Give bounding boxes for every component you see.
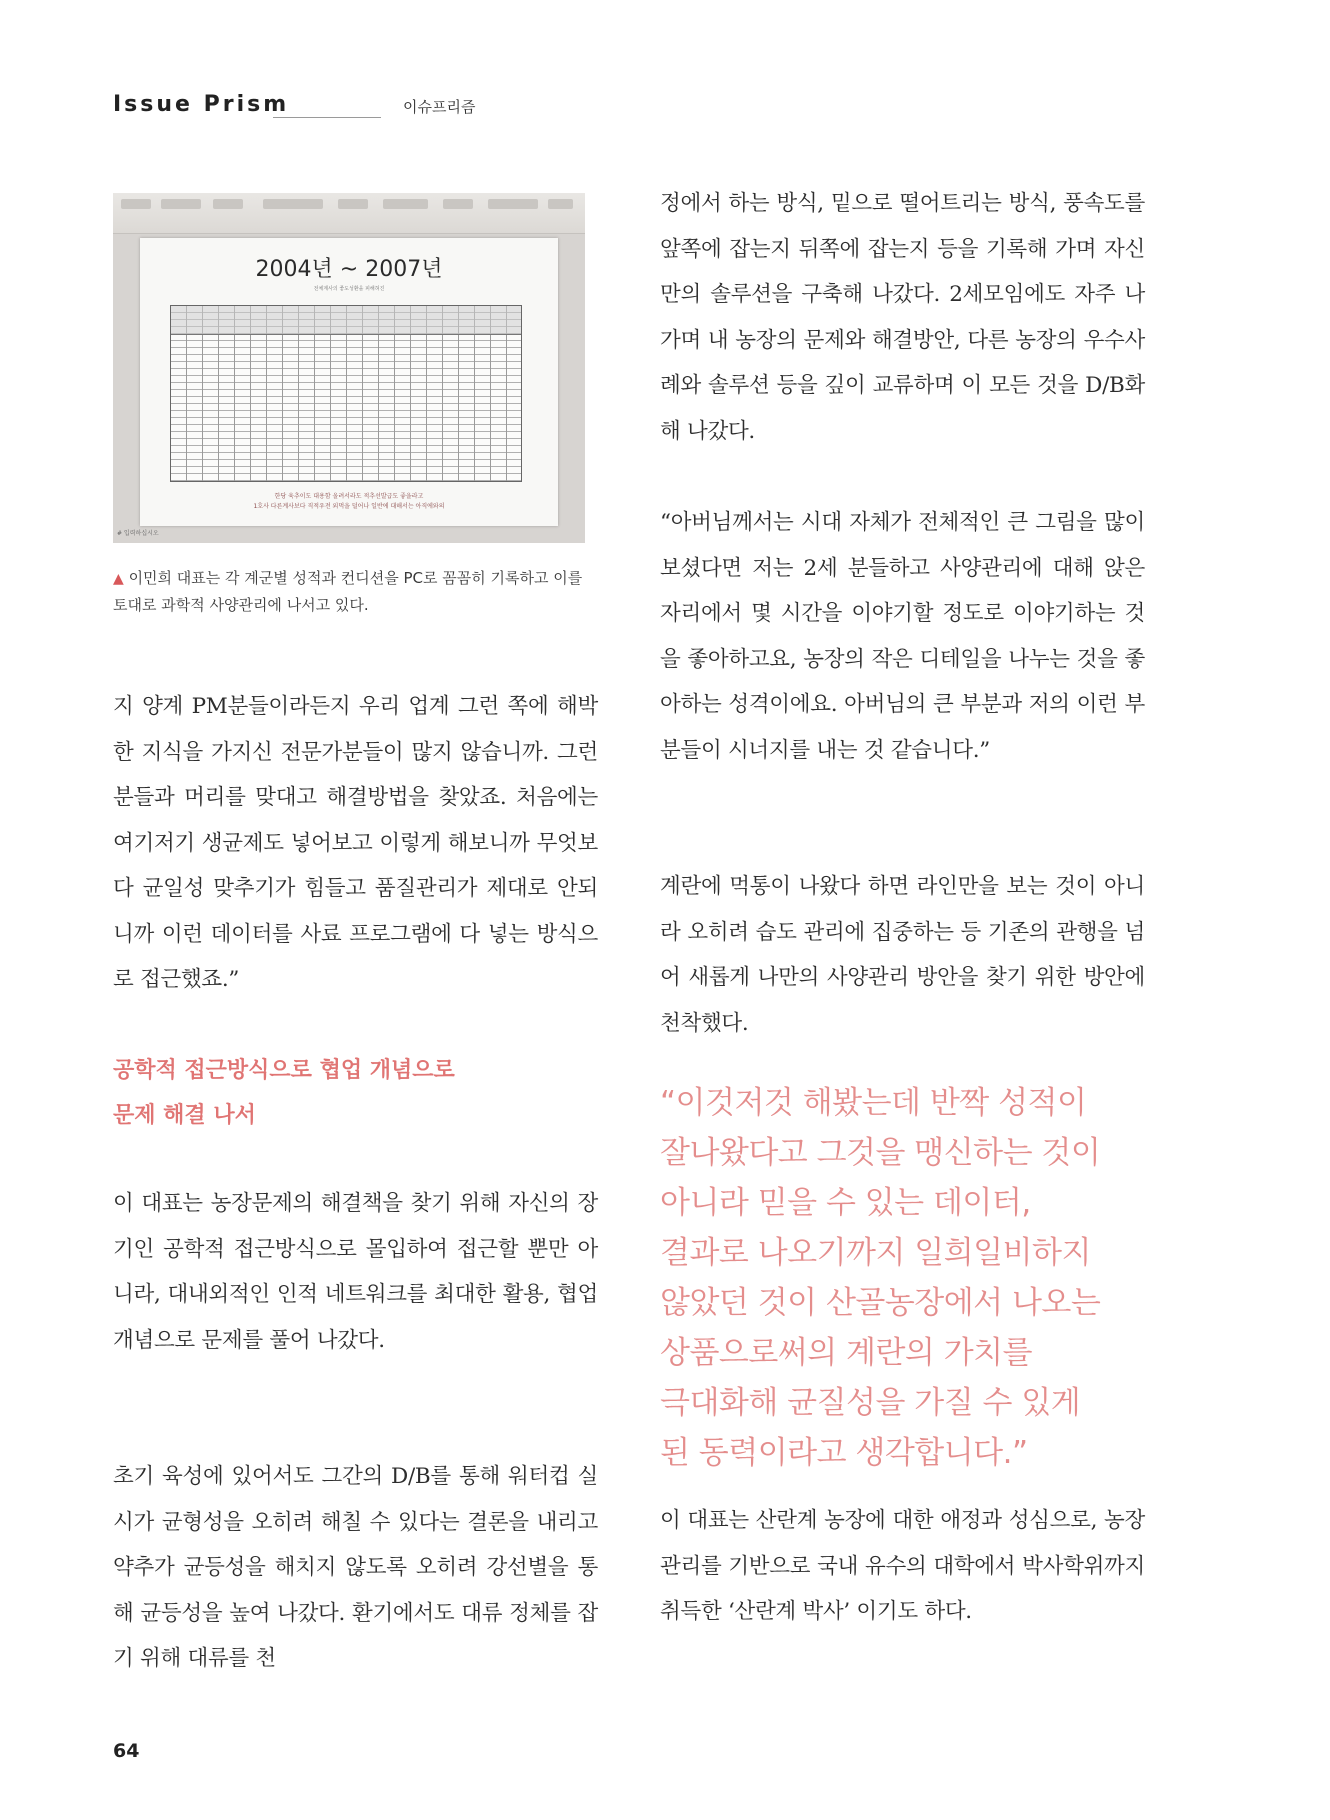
right-column-quote-para (660, 500, 1145, 773)
page-number: 64 (113, 1740, 140, 1762)
pull-quote-line: “이것저것 해봤는데 반짝 성적이 (660, 1085, 1087, 1121)
left-paragraph-1: 지 양계 PM분들이라든지 우리 업계 그런 쪽에 해박한 지식을 가지신 전문가분들이 많지 않습니까. 그런분들과 머리를 맞대고 해결방법을 찾았죠. 처음에는 여기저기 생균제도 넣어보고 이렇게 해보니까 무엇보다 균일성 맞추기가 힘들고 품질관리가 제대로 안되니까 이런 데이터를 사료 프로그램에 다 넣는 방식으로 접근했죠.” (113, 694, 598, 992)
data-grid-header (171, 306, 521, 335)
right-column-mid (660, 864, 1145, 1046)
sheet-title: 2004년 ~ 2007년 (255, 257, 443, 282)
spreadsheet-photo (113, 193, 585, 543)
pull-quote-line: 결과로 나오기까지 일희일비하지 (660, 1235, 1091, 1271)
sheet-footer-line-2: 1호사 다른계사보다 직적우전 외먹을 덜어나 일반에 대해서는 아직에와의 (253, 503, 445, 510)
sheet-footer (140, 492, 558, 512)
left-subhead (113, 1048, 598, 1138)
left-column-mid (113, 1181, 598, 1363)
subhead-line-1: 공학적 접근방식으로 협업 개념으로 (113, 1058, 455, 1083)
sheet-footer-line-1: 한당 육추이도 대용함 올려서라도 적추선발급도 좋을라고 (274, 493, 424, 500)
left-column-top (113, 684, 598, 1003)
subhead-line-2: 문제 해결 나서 (113, 1103, 256, 1128)
pull-quote (660, 1078, 1145, 1478)
left-column-bottom (113, 1454, 598, 1682)
pull-quote-line: 잘나왔다고 그것을 맹신하는 것이 (660, 1135, 1101, 1171)
caption-text: 이민희 대표는 각 계군별 성적과 컨디션을 PC로 꼼꼼히 기록하고 이를 토대로 과학적 사양관리에 나서고 있다. (113, 569, 583, 614)
screen-ribbon (113, 193, 585, 234)
section-name: 이슈프리즘 (403, 98, 476, 116)
pull-quote-line: 않았던 것이 산골농장에서 나오는 (660, 1285, 1101, 1321)
right-paragraph-2: “아버님께서는 시대 자체가 전체적인 큰 그림을 많이 보셨다면 저는 2세 분들하고 사양관리에 대해 앉은 자리에서 몇 시간을 이야기할 정도로 이야기하는 것을 좋아하고요, 농장의 작은 디테일을 나누는 것을 좋아하는 성격이에요. 아버님의 큰 부분과 저의 이런 부분들이 시너지를 내는 것 같습니다.” (660, 510, 1145, 763)
left-paragraph-2: 이 대표는 농장문제의 해결책을 찾기 위해 자신의 장기인 공학적 접근방식으로 몰입하여 접근할 뿐만 아니라, 대내외적인 인적 네트워크를 최대한 활용, 협업 개념으로 문제를 풀어 나갔다. (113, 1191, 598, 1353)
photo-corner-text: # 입력하십시오 (117, 530, 159, 537)
running-header (113, 92, 513, 122)
right-paragraph-4: 이 대표는 산란계 농장에 대한 애정과 성심으로, 농장 관리를 기반으로 국내 유수의 대학에서 박사학위까지 취득한 ‘산란계 박사’ 이기도 하다. (660, 1508, 1145, 1624)
spreadsheet-page (140, 238, 558, 526)
header-rule (273, 117, 381, 118)
photo-caption (113, 565, 593, 618)
data-grid (170, 305, 522, 482)
pull-quote-line: 상품으로써의 계란의 가치를 (660, 1335, 1033, 1371)
pull-quote-line: 아니라 믿을 수 있는 데이터, (660, 1185, 1031, 1221)
right-paragraph-1: 정에서 하는 방식, 밑으로 떨어트리는 방식, 풍속도를 앞쪽에 잡는지 뒤쪽에 잡는지 등을 기록해 가며 자신만의 솔루션을 구축해 나갔다. 2세모임에도 자주 나가며 내 농장의 문제와 해결방안, 다른 농장의 우수사례와 솔루션 등을 깊이 교류하며 이 모든 것을 D/B화해 나갔다. (660, 191, 1145, 444)
triangle-icon: ▲ (113, 571, 124, 587)
magazine-brand: Issue Prism (113, 92, 290, 117)
left-paragraph-3: 초기 육성에 있어서도 그간의 D/B를 통해 워터컵 실시가 균형성을 오히려 해칠 수 있다는 결론을 내리고 약추가 균등성을 해치지 않도록 오히려 강선별을 통해 균등성을 높여 나갔다. 환기에서도 대류 정체를 잡기 위해 대류를 천 (113, 1464, 598, 1671)
right-paragraph-3: 계란에 먹통이 나왔다 하면 라인만을 보는 것이 아니라 오히려 습도 관리에 집중하는 등 기존의 관행을 넘어 새롭게 나만의 사양관리 방안을 찾기 위한 방안에 천착했다. (660, 874, 1145, 1036)
pull-quote-line: 된 동력이라고 생각합니다.” (660, 1435, 1028, 1471)
pull-quote-line: 극대화해 균질성을 가질 수 있게 (660, 1385, 1081, 1421)
right-column-top (660, 181, 1145, 454)
sheet-subtitle: 전체계사의 좋도성환을 피해혀진 (313, 286, 385, 292)
right-column-bottom (660, 1498, 1145, 1635)
